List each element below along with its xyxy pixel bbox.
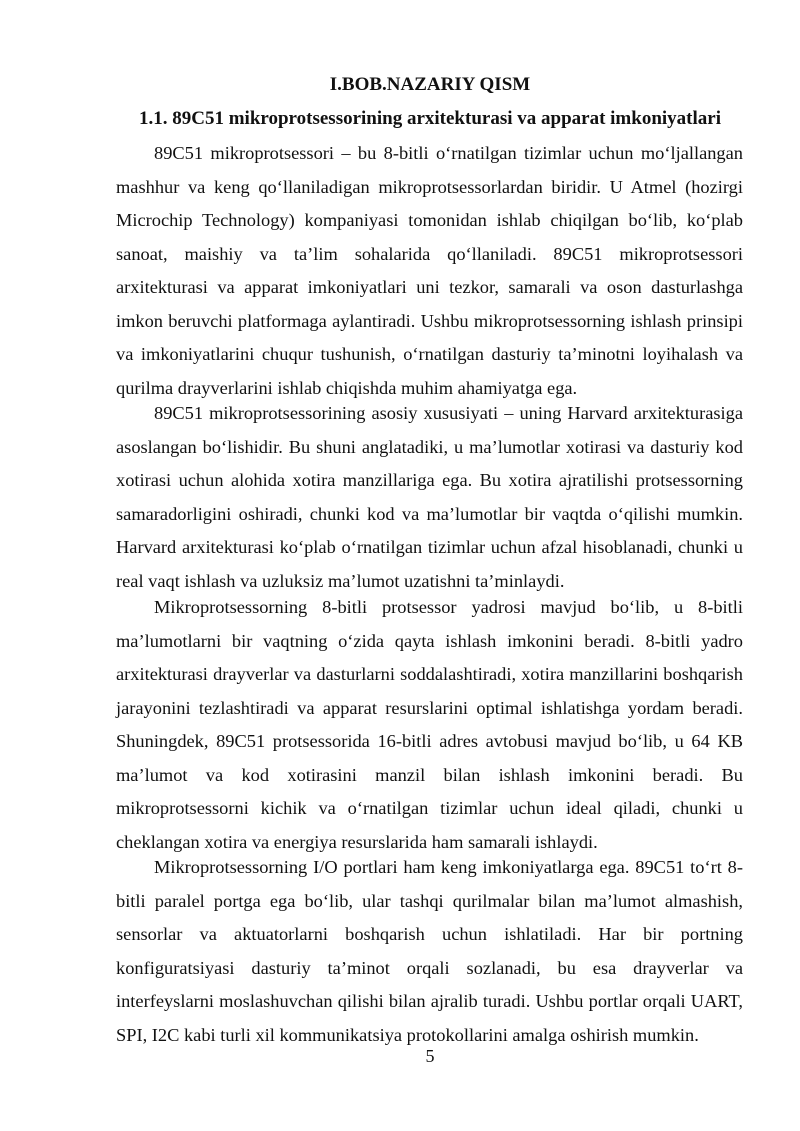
- page-number: 5: [425, 1046, 435, 1066]
- paragraph-intro: 89C51 mikroprotsessori – bu 8-bitli o‘rnatilgan tizimlar uchun mo‘ljallangan mashhur va keng qo‘llaniladigan mikroprotsessorlardan biridir. U Atmel (hozirgi Microchip Technology) kompaniyasi tomonidan ishlab chiqilgan bo‘lib, ko‘plab sanoat, maishiy va ta’lim sohalarida qo‘llaniladi. 89C51 mikroprotsessori arxitekturasi va apparat imkoniyatlari uni tezkor, samarali va oson dasturlashga imkon beruvchi platformaga aylantiradi. Ushbu mikroprotsessorning ishlash prinsipi va imkoniyatlarini chuqur tushunish, o‘rnatilgan dasturiy ta’minotni loyihalash va qurilma drayverlarini ishlab chiqishda muhim ahamiyatga ega.: [116, 143, 743, 398]
- paragraph-harvard-architecture: 89C51 mikroprotsessorining asosiy xususiyati – uning Harvard arxitekturasiga asoslangan bo‘lishidir. Bu shuni anglatadiki, u ma’lumotlar xotirasi va dasturiy kod xotirasi uchun alohida xotira manzillariga ega. Bu xotira ajratilishi protsessorning samaradorligini oshiradi, chunki kod va ma’lumotlar bir vaqtda o‘qilishi mumkin. Harvard arxitekturasi ko‘plab o‘rnatilgan tizimlar uchun afzal hisoblanadi, chunki u real vaqt ishlash va uzluksiz ma’lumot uzatishni ta’minlaydi.: [116, 403, 743, 591]
- section-title: 1.1. 89C51 mikroprotsessorining arxitekturasi va apparat imkoniyatlari: [139, 108, 721, 129]
- chapter-title: I.BOB.NAZARIY QISM: [329, 74, 531, 95]
- paragraph-8bit-core: Mikroprotsessorning 8-bitli protsessor yadrosi mavjud bo‘lib, u 8-bitli ma’lumotlarni bir vaqtning o‘zida qayta ishlash imkonini beradi. 8-bitli yadro arxitekturasi drayverlar va dasturlarni soddalashtiradi, xotira manzillarini boshqarish jarayonini tezlashtiradi va apparat resurslarini optimal ishlatishga yordam beradi. Shuningdek, 89C51 protsessorida 16-bitli adres avtobusi mavjud bo‘lib, u 64 KB ma’lumot va kod xotirasini manzil bilan ishlash imkonini beradi. Bu mikroprotsessorni kichik va o‘rnatilgan tizimlar uchun ideal qiladi, chunki u cheklangan xotira va energiya resurslarida ham samarali ishlaydi.: [116, 597, 743, 852]
- paragraph-io-ports: Mikroprotsessorning I/O portlari ham keng imkoniyatlarga ega. 89C51 to‘rt 8-bitli paralel portga ega bo‘lib, ular tashqi qurilmalar bilan ma’lumot almashish, sensorlar va aktuatorlarni boshqarish uchun ishlatiladi. Har bir portning konfiguratsiyasi dasturiy ta’minot orqali sozlanadi, bu esa drayverlar va interfeyslarni moslashuvchan qilishi bilan ajralib turadi. Ushbu portlar orqali UART, SPI, I2C kabi turli xil kommunikatsiya protokollarini amalga oshirish mumkin.: [116, 857, 743, 1045]
